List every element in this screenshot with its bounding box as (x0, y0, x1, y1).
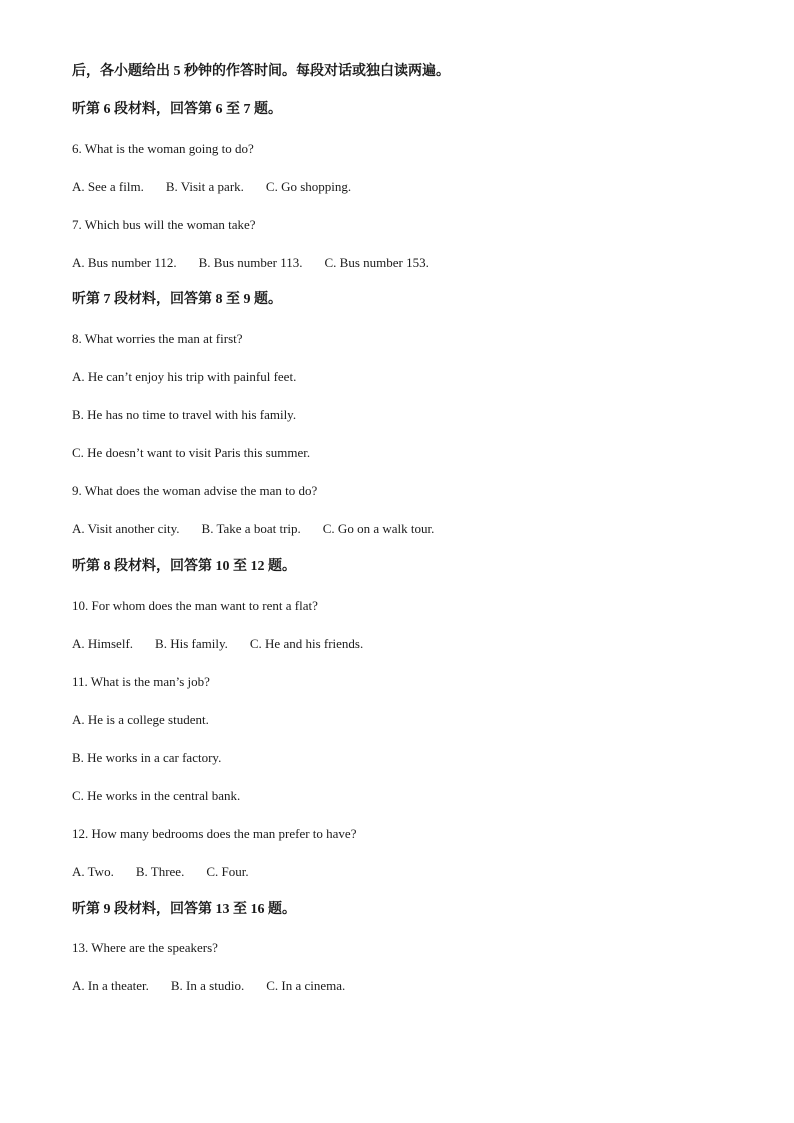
option-13b: B. In a studio. (170, 978, 245, 993)
section-heading-6: 听第 6 段材料，回答第 6 至 7 题。 (72, 102, 282, 117)
question-12: 12. How many bedrooms does the man prefer to have? (72, 826, 357, 841)
question-8: 8. What worries the man at first? (72, 331, 243, 346)
option-9b: B. Take a boat trip. (201, 521, 301, 536)
question-7: 7. Which bus will the woman take? (72, 217, 256, 232)
option-11c: C. He works in the central bank. (72, 788, 241, 803)
option-13c: C. In a cinema. (266, 978, 346, 993)
option-8b: B. He has no time to travel with his family. (72, 407, 297, 422)
question-11: 11. What is the man’s job? (72, 674, 210, 689)
options-7 (72, 254, 429, 272)
options-12 (72, 863, 249, 881)
option-10b: B. His family. (155, 636, 228, 651)
options-6 (72, 178, 351, 196)
option-7b: B. Bus number 113. (198, 255, 303, 270)
section-heading-7: 听第 7 段材料，回答第 8 至 9 题。 (72, 292, 282, 307)
instruction-text: 后，各小题给出 5 秒钟的作答时间。每段对话或独白读两遍。 (72, 64, 450, 79)
options-13 (72, 977, 345, 995)
option-6c: C. Go shopping. (265, 179, 352, 194)
section-heading-8: 听第 8 段材料，回答第 10 至 12 题。 (72, 559, 296, 574)
question-9: 9. What does the woman advise the man to do? (72, 483, 318, 498)
option-6b: B. Visit a park. (165, 179, 244, 194)
question-6: 6. What is the woman going to do? (72, 141, 254, 156)
option-6a: A. See a film. (72, 179, 144, 194)
option-9c: C. Go on a walk tour. (322, 521, 435, 536)
option-8a: A. He can’t enjoy his trip with painful feet. (72, 369, 297, 384)
option-13a: A. In a theater. (72, 978, 149, 993)
option-9a: A. Visit another city. (72, 521, 180, 536)
option-10a: A. Himself. (72, 636, 134, 651)
option-12c: C. Four. (206, 864, 249, 879)
option-7c: C. Bus number 153. (324, 255, 429, 270)
option-8c: C. He doesn’t want to visit Paris this summer. (72, 445, 311, 460)
option-11a: A. He is a college student. (72, 712, 209, 727)
options-10 (72, 635, 363, 653)
option-7a: A. Bus number 112. (72, 255, 177, 270)
option-10c: C. He and his friends. (249, 636, 364, 651)
options-9 (72, 520, 434, 538)
option-12b: B. Three. (135, 864, 185, 879)
option-12a: A. Two. (72, 864, 114, 879)
option-11b: B. He works in a car factory. (72, 750, 222, 765)
section-heading-9: 听第 9 段材料，回答第 13 至 16 题。 (72, 902, 296, 917)
question-13: 13. Where are the speakers? (72, 940, 218, 955)
question-10: 10. For whom does the man want to rent a flat? (72, 598, 318, 613)
